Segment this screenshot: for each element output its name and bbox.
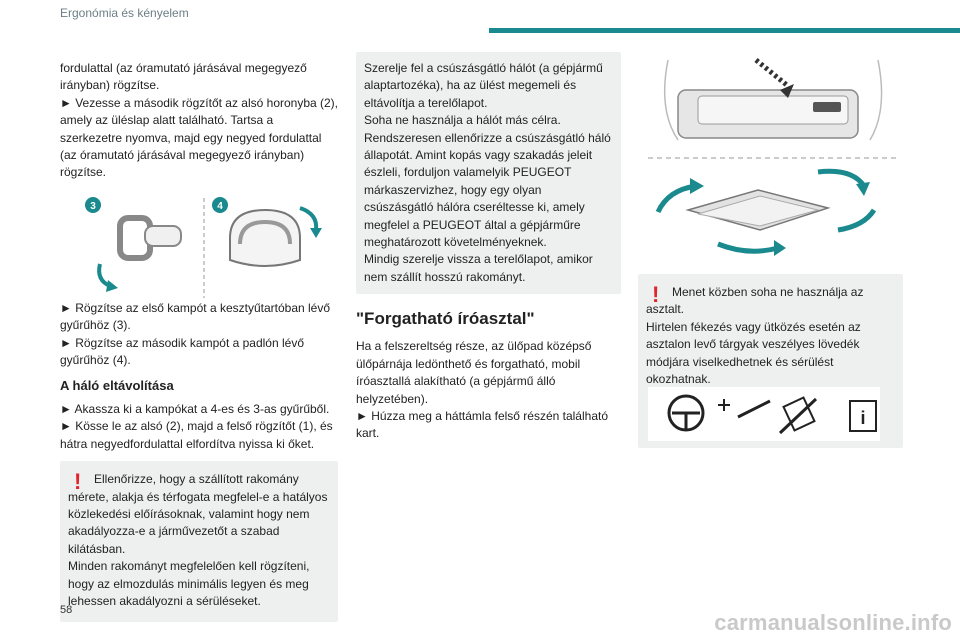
callout-label-3: 3	[90, 200, 96, 212]
paragraph: ► Rögzítse az második kampót a padlón lévő gyűrűhöz (4).	[60, 335, 305, 368]
info-text: Mindig szerelje vissza a terelőlapot, amikor nem szállít hosszú rakományt.	[364, 252, 593, 284]
push-arrow	[756, 60, 788, 86]
rotate-arrow-bottom	[718, 244, 778, 251]
warning-box	[60, 461, 338, 622]
rotate-arrow-right	[838, 210, 874, 230]
watermark: carmanualsonline.info	[714, 610, 952, 635]
section-heading: "Forgatható íróasztal"	[356, 309, 535, 329]
warning-text: Menet közben soha ne használja az asztalt.	[646, 285, 864, 317]
seat-handle-shape	[813, 102, 841, 112]
paragraph: Ha a felszereltség része, az ülőpad középső ülőpárnája ledönthető és forgatható, mobil íróasztallá alakítható (a gépjármű álló helyzetében).	[356, 339, 592, 406]
paragraph: ► Húzza meg a háttámla felső részén található kart.	[356, 408, 609, 441]
info-text: Soha ne használja a hálót más célra.	[364, 113, 561, 128]
pictogram-panel	[648, 387, 880, 441]
warning-text: Ellenőrizze, hogy a szállított rakomány mérete, alakja és térfogata megfelel-e a hatályos közlekedési előírásoknak, valamint hogy nem akadályozza-e a járművezetőt a szabad kilátásban.	[68, 472, 328, 556]
warning-text: Minden rakományt megfelelően kell rögzíteni, hogy az elmozdulás minimális legyen és meg lehessen akadályozni a sérüléseket.	[68, 559, 310, 608]
rotate-arrow-top	[818, 171, 864, 186]
warning-icon: !	[652, 282, 660, 307]
paragraph: fordulattal (az óramutató járásával megegyező irányban) rögzítse.	[60, 61, 307, 93]
desk-pictogram-icon	[738, 401, 770, 417]
callout-label-4: 4	[217, 200, 223, 212]
column-2	[356, 60, 621, 443]
svg-text:i: i	[860, 408, 866, 428]
header-accent-bar	[489, 28, 960, 33]
section-heading: A háló eltávolítása	[60, 378, 174, 394]
section-title: Ergonómia és kényelem	[60, 6, 189, 20]
warning-text: Hirtelen fékezés vagy ütközés esetén az asztalon levő tárgyak veszélyes lövedék módjára viselkedhetnek és sérülést okozhatnak.	[646, 319, 861, 387]
paragraph: ► Akassza ki a kampókat a 4-es és 3-as gyűrűből.	[60, 401, 330, 416]
hook-3-shape	[145, 226, 181, 246]
column-1	[60, 60, 338, 622]
ring-illustration	[60, 188, 338, 300]
page-number: 58	[60, 604, 73, 616]
info-text: Rendszeresen ellenőrizze a csúszásgátló háló állapotát. Amint kopás vagy szakadás jeleit észleli, forduljon valamelyik PEUGEOT márkaszervizhez, hogy egy olyan csúszásgátló hálóra cseréltesse ki, amely megfelel a PEUGEOT által a gépjárműre meghatározott követelményeknek.	[364, 130, 611, 250]
plus-icon	[718, 399, 730, 411]
column-3	[638, 50, 903, 448]
warning-icon: !	[74, 469, 82, 495]
paragraph: ► Vezesse a második rögzítőt az alsó horonyba (2), amely az üléslap alatt található. Tartsa a szerkezetre nyomva, majd egy negyed fordulattal (az óramutató járásával megegyező irányban) rögzítse.	[60, 95, 339, 180]
warning-box	[638, 274, 903, 448]
rotate-arrow-4	[300, 208, 316, 230]
info-box	[356, 52, 621, 294]
info-text: Szerelje fel a csúszásgátló hálót (a gépjármű alaptartozéka), ha az ülést megemeli és eltávolítja a terelőlapot.	[364, 61, 603, 110]
paragraph: ► Kösse le az alsó (2), majd a felső rögzítőt (1), és hátra negyedfordulattal elfordítva nyissa ki őket.	[60, 419, 333, 451]
desk-illustration	[638, 50, 903, 262]
paragraph: ► Rögzítse az első kampót a kesztyűtartóban lévő gyűrűhöz (3).	[60, 300, 331, 333]
